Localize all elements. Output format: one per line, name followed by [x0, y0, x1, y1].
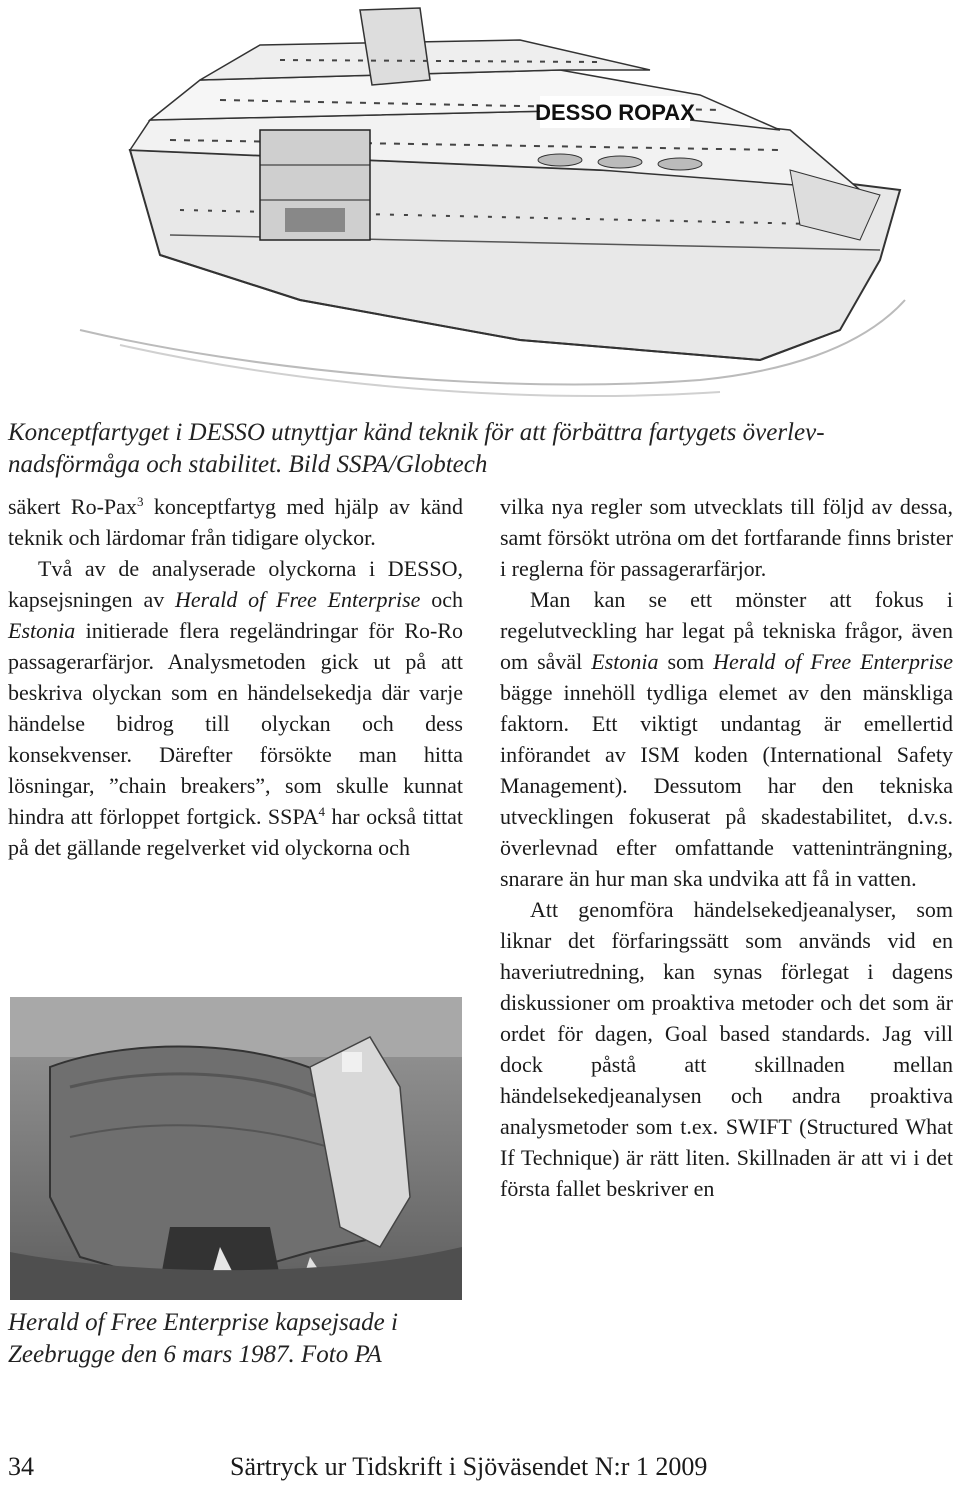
paragraph: Två av de analyserade olyckorna i DESSO, kapsejsningen av Herald of Free Enterprise och Estonia initierade flera regeländringar för Ro-Ro passagerarfärjor. Analysmetoden gick ut på att beskriva olyckan som en händelsekedja där varje händelse bidrog till olyckan och dess konsekvenser. Därefter försökte man hitta lösningar, ”chain breakers”, som skulle kunnat hindra att förloppet fortgick. SSPA$^4$ har också tittat på det gällande regelverket vid olyckorna och: [8, 556, 464, 860]
ship-cutaway-illustration: [0, 0, 960, 415]
paragraph: säkert Ro-Pax$^3$ konceptfartyg med hjälp av känd teknik och lärdomar från tidigare olyckor.: [8, 494, 463, 550]
ship-name: Estonia: [591, 649, 659, 674]
publication-line: Särtryck ur Tidskrift i Sjöväsendet N:r 1 2009: [230, 1452, 708, 1481]
caption-line: Zeebrugge den 6 mars 1987. Foto PA: [8, 1341, 382, 1368]
footnote-ref: 4: [318, 804, 326, 819]
caption-line: nadsförmåga och stabilitet. Bild SSPA/Globtech: [8, 451, 488, 478]
ship-name: Estonia: [8, 618, 76, 643]
left-column: [8, 491, 463, 863]
paragraph: vilka nya regler som utvecklats till följd av dessa, samt försökt utröna om det fortfarande finns brister i reglerna för passagerarfärjor.: [500, 494, 953, 581]
paragraph: Att genomföra händelsekedjeanalyser, som liknar det förfaringssätt som används vid en haveriutredning, kan synas förlegat i dagens diskussioner om proaktiva metoder och det som är ordet för dagen, Goal based standards. Jag vill dock påstå att skillnaden mellan händelsekedjeanalysen och andra proaktiva analysmetoder som t.ex. SWIFT (Structured What If Technique) är rätt liten. Skillnaden är att vi i det första fallet beskriver en: [500, 897, 953, 1201]
photo-caption: [8, 1307, 468, 1371]
right-column: [500, 491, 953, 1204]
footnote-ref: 3: [136, 494, 144, 509]
hull-name-label: DESSO ROPAX: [535, 100, 695, 125]
page-number: 34: [8, 1452, 34, 1481]
caption-line: Konceptfartyget i DESSO utnyttjar känd teknik för att förbättra fartygets överlev-: [8, 419, 825, 446]
illustration-caption: [8, 417, 952, 481]
paragraph: Man kan se ett mönster att fokus i regelutveckling har legat på tekniska frågor, även om såväl Estonia som Herald of Free Enterprise bägge innehöll tydliga elemet av den mänskliga faktorn. Ett viktigt undantag är emellertid införandet av ISM koden (International Safety Management). Dessutom har den tekniska utvecklingen fokuserat på skadestabilitet, d.v.s. överlevnad efter omfattande vatteninträngning, snarare än hur man ska undvika att få in vatten.: [500, 587, 953, 891]
capsized-ferry-photo: [10, 997, 462, 1300]
caption-line: Herald of Free Enterprise kapsejsade i: [8, 1309, 398, 1336]
ship-name: Herald of Free Enterprise: [713, 649, 953, 674]
ship-name: Herald of Free Enterprise: [175, 587, 421, 612]
